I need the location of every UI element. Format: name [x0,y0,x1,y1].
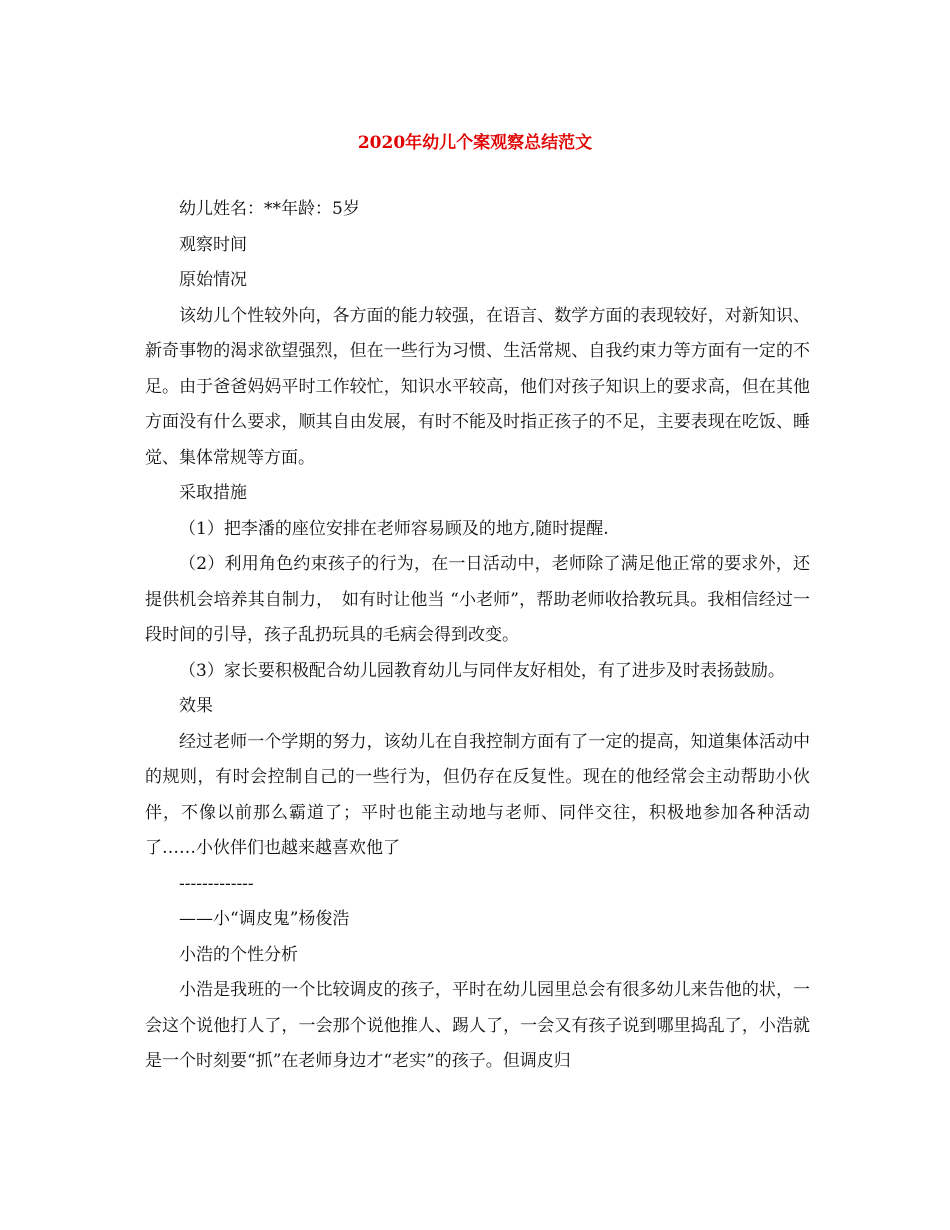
measure-item-1: （1）把李潘的座位安排在老师容易顾及的地方,随时提醒. [179,518,609,539]
section-heading-observation-time: 观察时间 [179,234,247,255]
section-heading-original-situation: 原始情况 [179,270,247,290]
measure-item-3: （3）家长要积极配合幼儿园教育幼儿与同伴友好相处，有了进步及时表扬鼓励。 [179,660,785,681]
paragraph-personality-analysis: 小浩是我班的一个比较调皮的孩子，平时在幼儿园里总会有很多幼儿来告他的状，一会这个说他打人了，一会那个说他推人、踢人了，一会又有孩子说到哪里捣乱了，小浩就是一个时刻要“抓”在老师身边才“老实”的孩子。但调皮归 [145,980,810,1071]
section-heading-effect: 效果 [179,696,213,716]
subtitle-case-two: ——小“调皮鬼”杨俊浩 [179,909,350,929]
child-info-line: 幼儿姓名：**年龄：5岁 [179,199,360,219]
section-heading-measures: 采取措施 [179,483,247,503]
document-title: 2020年幼儿个案观察总结范文 [357,133,593,153]
paragraph-effect: 经过老师一个学期的努力，该幼儿在自我控制方面有了一定的提高，知道集体活动中的规则，有时会控制自己的一些行为，但仍存在反复性。现在的他经常会主动帮助小伙伴，不像以前那么霸道了；平时也能主动地与老师、同伴交往，积极地参加各种活动了……小伙伴们也越来越喜欢他了 [145,731,810,858]
paragraph-original-situation: 该幼儿个性较外向，各方面的能力较强，在语言、数学方面的表现较好，对新知识、新奇事物的渴求欲望强烈，但在一些行为习惯、生活常规、自我约束力等方面有一定的不足。由于爸爸妈妈平时工作较忙，知识水平较高，他们对孩子知识上的要求高，但在其他方面没有什么要求，顺其自由发展，有时不能及时指正孩子的不足，主要表现在吃饭、睡觉、集体常规等方面。 [145,305,810,468]
measure-item-2: （2）利用角色约束孩子的行为，在一日活动中，老师除了满足他正常的要求外，还提供机会培养其自制力， 如有时让他当 “小老师”，帮助老师收拾教玩具。我相信经过一段时间的引导，孩子乱扔玩具的毛病会得到改变。 [145,554,810,645]
section-heading-personality-analysis: 小浩的个性分析 [179,944,298,965]
document-body [145,192,810,1080]
separator-line: ------------- [179,873,254,894]
